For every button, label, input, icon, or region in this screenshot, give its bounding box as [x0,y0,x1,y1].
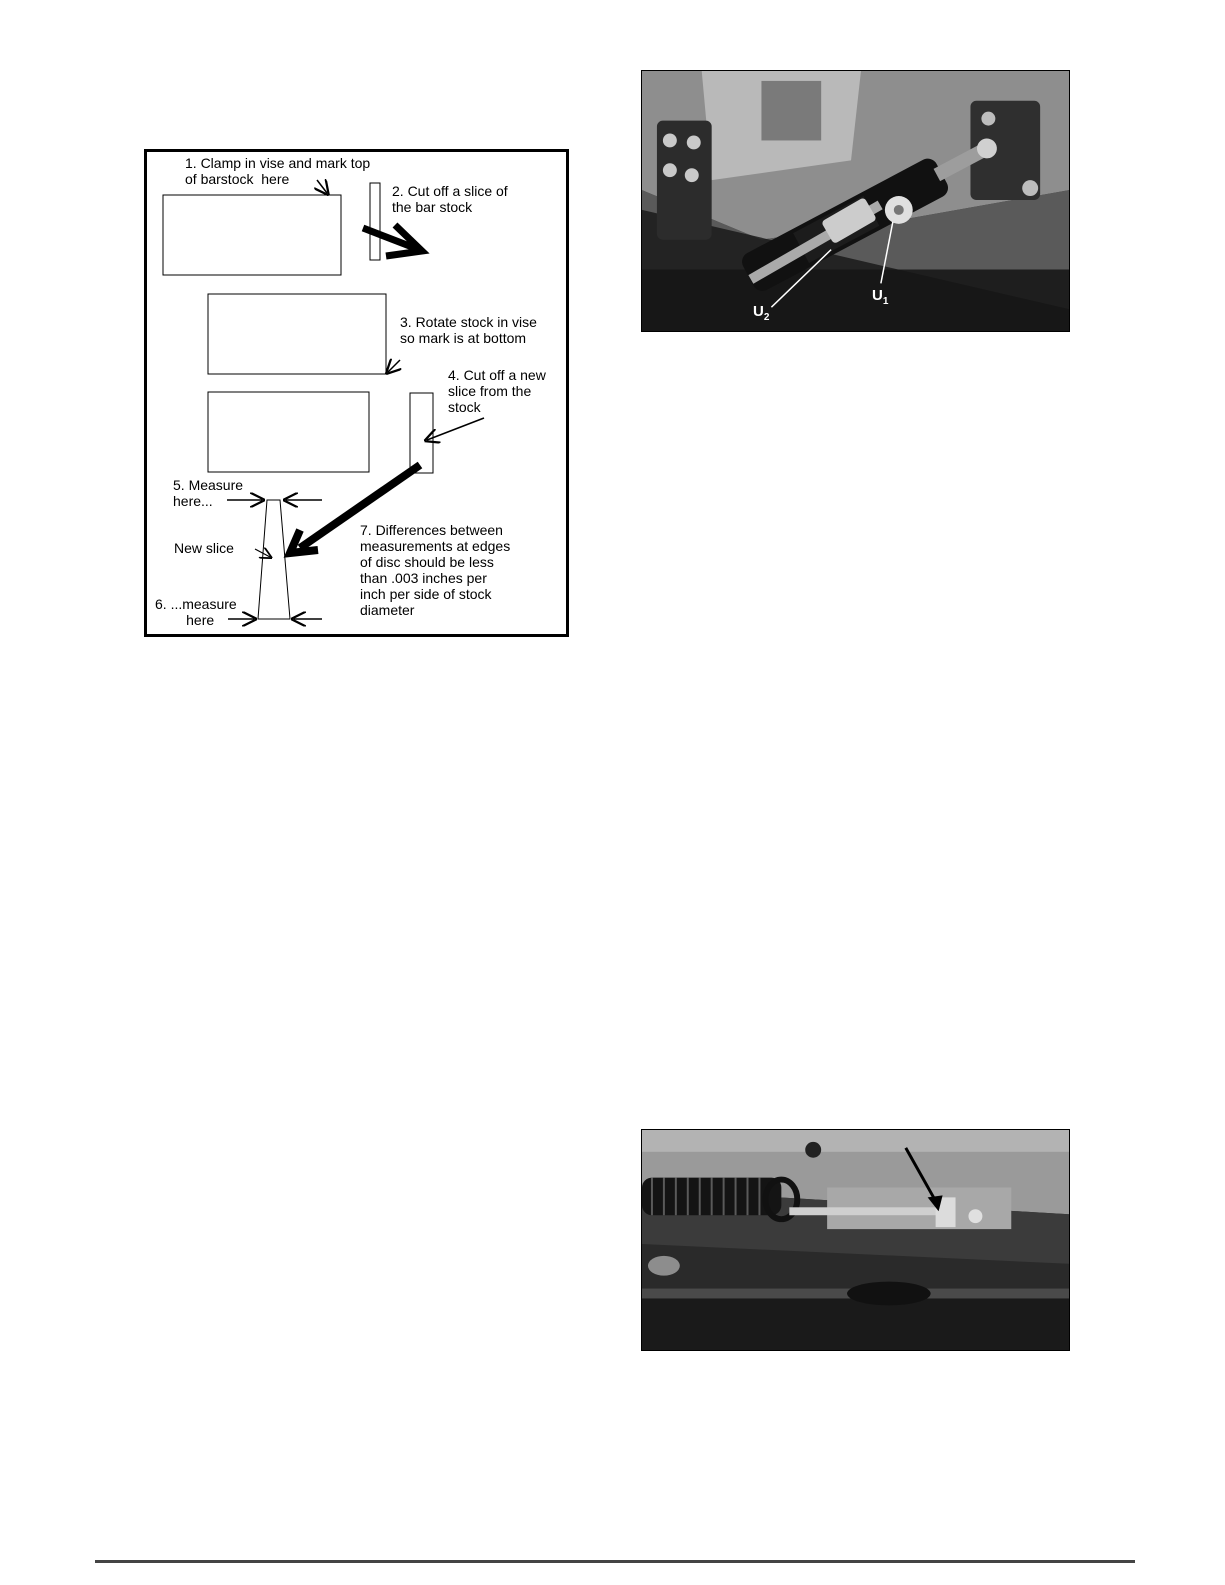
step2-label: 2. Cut off a slice of the bar stock [392,183,508,215]
callout-u2: $U_2$ [753,303,770,323]
arrow-step4 [427,418,484,440]
step5-label: 5. Measure here... [173,477,244,509]
barstock-2 [208,294,386,374]
step6-label: 6. ...measure here [155,596,237,628]
step4-label: 4. Cut off a new slice from the stock [448,367,546,415]
hydraulic-cylinder-photo [641,70,1070,332]
new-slice-shape [258,500,290,619]
barstock-1 [163,195,341,275]
page-footer-rule [95,1560,1135,1563]
barstock-3 [208,392,369,472]
new-slice-label: New slice [174,540,234,556]
step7-label: 7. Differences between measurements at edges of disc should be less than .003 inches per inch per side of stock diameter [360,522,511,618]
callout-u1: $U_1$ [872,287,889,307]
step1-label: 1. Clamp in vise and mark top of barstock here [185,155,371,187]
arrow-step3 [388,360,400,372]
spring-adjustment-photo [641,1129,1070,1351]
step3-label: 3. Rotate stock in vise so mark is at bottom [400,314,537,346]
big-arrow-1 [363,225,422,256]
slice-2 [410,393,433,473]
slice-1 [370,183,380,260]
